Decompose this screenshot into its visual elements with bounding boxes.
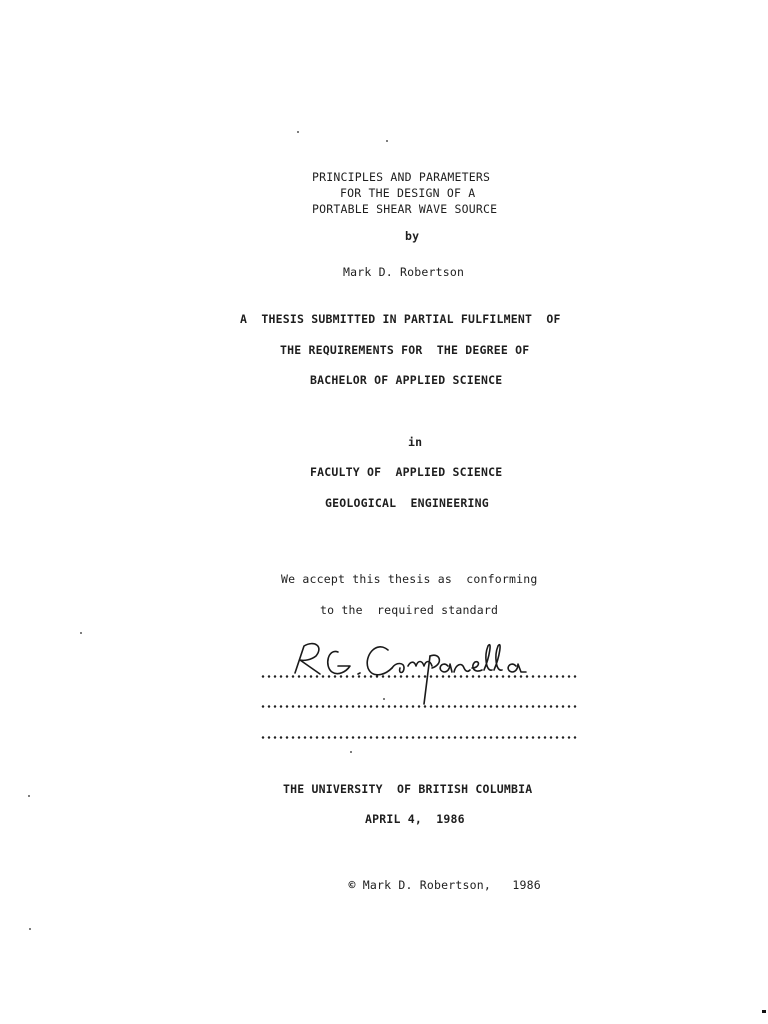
scan-speck (350, 751, 352, 753)
thesis-statement-line-2: THE REQUIREMENTS FOR THE DEGREE OF (280, 343, 530, 357)
by-label: by (405, 229, 420, 243)
copyright-notice (320, 864, 541, 906)
department-name: GEOLOGICAL ENGINEERING (325, 496, 489, 510)
scan-speck (80, 632, 82, 634)
scan-speck (297, 131, 299, 133)
scan-speck (386, 140, 388, 142)
scan-speck (383, 698, 385, 700)
copyright-text: Mark D. Robertson, 1986 (362, 878, 541, 892)
signature-line-2 (260, 705, 578, 708)
title-line-2: FOR THE DESIGN OF A (340, 186, 476, 200)
title-line-3: PORTABLE SHEAR WAVE SOURCE (312, 202, 498, 216)
scan-speck (29, 928, 31, 930)
in-label: in (408, 435, 423, 449)
author-name: Mark D. Robertson (343, 265, 465, 279)
acceptance-line-2: to the required standard (320, 603, 499, 617)
signature-line-1 (260, 675, 578, 678)
handwritten-signature (280, 626, 560, 706)
scan-speck (28, 795, 30, 797)
degree-name: BACHELOR OF APPLIED SCIENCE (310, 373, 503, 387)
university-name: THE UNIVERSITY OF BRITISH COLUMBIA (283, 782, 533, 796)
scan-edge-mark (762, 1010, 766, 1013)
copyright-symbol: © (348, 878, 356, 892)
acceptance-line-1: We accept this thesis as conforming (281, 572, 538, 586)
thesis-statement-line-1: A THESIS SUBMITTED IN PARTIAL FULFILMENT OF (240, 312, 561, 326)
faculty-name: FACULTY OF APPLIED SCIENCE (310, 465, 503, 479)
title-line-1: PRINCIPLES AND PARAMETERS (312, 170, 491, 184)
submission-date: APRIL 4, 1986 (365, 812, 465, 826)
signature-line-3 (260, 736, 578, 739)
